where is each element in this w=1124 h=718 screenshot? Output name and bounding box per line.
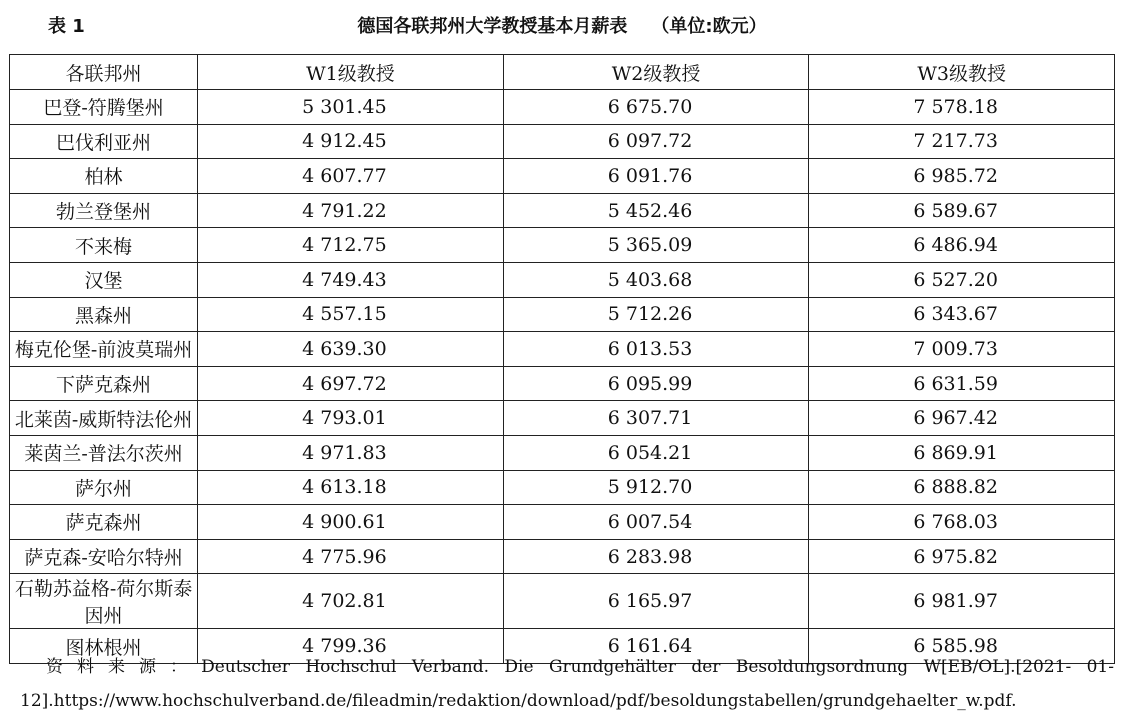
cell-w3: 7 009.73 (809, 332, 1115, 367)
cell-w1: 4 557.15 (198, 297, 504, 332)
cell-w2: 5 452.46 (503, 193, 809, 228)
cell-w2: 5 712.26 (503, 297, 809, 332)
cell-w1: 4 749.43 (198, 262, 504, 297)
cell-state: 梅克伦堡-前波莫瑞州 (10, 332, 198, 367)
cell-w1: 4 912.45 (198, 124, 504, 159)
table-row (10, 470, 1115, 505)
cell-w2: 6 095.99 (503, 366, 809, 401)
cell-w2: 6 054.21 (503, 435, 809, 470)
cell-w3: 6 631.59 (809, 366, 1115, 401)
cell-w3: 6 589.67 (809, 193, 1115, 228)
cell-w1: 4 791.22 (198, 193, 504, 228)
cell-w1: 4 793.01 (198, 401, 504, 436)
column-header-state: 各联邦州 (10, 55, 198, 90)
cell-w2: 5 912.70 (503, 470, 809, 505)
cell-w2: 6 091.76 (503, 159, 809, 194)
cell-state: 巴伐利亚州 (10, 124, 198, 159)
cell-w3: 6 869.91 (809, 435, 1115, 470)
table-row (10, 539, 1115, 574)
table-title (0, 12, 1124, 38)
cell-w3: 6 888.82 (809, 470, 1115, 505)
cell-w1: 4 607.77 (198, 159, 504, 194)
cell-w3: 6 768.03 (809, 505, 1115, 540)
table-row (10, 435, 1115, 470)
table-number: 表 1 (48, 16, 85, 37)
cell-w2: 6 097.72 (503, 124, 809, 159)
source-label: 资料来源： (46, 657, 202, 677)
cell-state: 勃兰登堡州 (10, 193, 198, 228)
cell-w2: 6 161.64 (503, 629, 809, 664)
cell-w2: 5 365.09 (503, 228, 809, 263)
cell-w1: 4 799.36 (198, 629, 504, 664)
cell-state: 不来梅 (10, 228, 198, 263)
cell-w2: 6 675.70 (503, 90, 809, 125)
cell-w3: 6 585.98 (809, 629, 1115, 664)
cell-state: 巴登-符腾堡州 (10, 90, 198, 125)
cell-state: 萨克森-安哈尔特州 (10, 539, 198, 574)
cell-w1: 4 775.96 (198, 539, 504, 574)
cell-w3: 6 981.97 (809, 574, 1115, 629)
cell-w1: 4 613.18 (198, 470, 504, 505)
table-row (10, 366, 1115, 401)
table-row (10, 574, 1115, 629)
cell-w3: 6 985.72 (809, 159, 1115, 194)
cell-w1: 4 702.81 (198, 574, 504, 629)
cell-state: 黑森州 (10, 297, 198, 332)
table-row (10, 332, 1115, 367)
column-header-w3: W3级教授 (809, 55, 1115, 90)
cell-w2: 6 007.54 (503, 505, 809, 540)
column-header-w1: W1级教授 (198, 55, 504, 90)
table-row (10, 228, 1115, 263)
column-header-w2: W2级教授 (503, 55, 809, 90)
cell-w3: 7 217.73 (809, 124, 1115, 159)
cell-state: 下萨克森州 (10, 366, 198, 401)
cell-w3: 6 527.20 (809, 262, 1115, 297)
cell-w3: 6 343.67 (809, 297, 1115, 332)
table-row (10, 401, 1115, 436)
table-unit: （单位:欧元） (651, 16, 767, 37)
table-row (10, 124, 1115, 159)
cell-w3: 6 975.82 (809, 539, 1115, 574)
table-row (10, 505, 1115, 540)
table-caption (0, 6, 1124, 40)
cell-state: 北莱茵-威斯特法伦州 (10, 401, 198, 436)
table-row (10, 159, 1115, 194)
source-note (20, 650, 1114, 718)
cell-w1: 4 971.83 (198, 435, 504, 470)
cell-w3: 7 578.18 (809, 90, 1115, 125)
cell-w2: 6 307.71 (503, 401, 809, 436)
cell-w2: 6 283.98 (503, 539, 809, 574)
salary-table (9, 54, 1115, 664)
cell-w1: 5 301.45 (198, 90, 504, 125)
source-citation: Deutscher Hochschul Verband. Die Grundgehälter der Besoldungsordnung W[EB/OL].[2021- 01- 12].https://www.hochschulverband.de/fileadmin/redaktion/download/pdf/besoldungstabellen/grundgehaelter_w.pdf. (20, 657, 1114, 711)
cell-w3: 6 967.42 (809, 401, 1115, 436)
table-body (10, 90, 1115, 664)
cell-w1: 4 900.61 (198, 505, 504, 540)
cell-w2: 6 013.53 (503, 332, 809, 367)
cell-w2: 6 165.97 (503, 574, 809, 629)
table-header-row (10, 55, 1115, 90)
table-title-text: 德国各联邦州大学教授基本月薪表 (357, 16, 628, 37)
cell-state: 莱茵兰-普法尔茨州 (10, 435, 198, 470)
cell-state: 柏林 (10, 159, 198, 194)
table-row (10, 297, 1115, 332)
cell-w2: 5 403.68 (503, 262, 809, 297)
cell-state: 图林根州 (10, 629, 198, 664)
cell-state: 萨尔州 (10, 470, 198, 505)
cell-w3: 6 486.94 (809, 228, 1115, 263)
table-row (10, 193, 1115, 228)
table-row (10, 262, 1115, 297)
cell-w1: 4 712.75 (198, 228, 504, 263)
cell-state: 石勒苏益格-荷尔斯泰因州 (10, 574, 198, 629)
table-row (10, 90, 1115, 125)
cell-state: 汉堡 (10, 262, 198, 297)
cell-state: 萨克森州 (10, 505, 198, 540)
cell-w1: 4 697.72 (198, 366, 504, 401)
cell-w1: 4 639.30 (198, 332, 504, 367)
